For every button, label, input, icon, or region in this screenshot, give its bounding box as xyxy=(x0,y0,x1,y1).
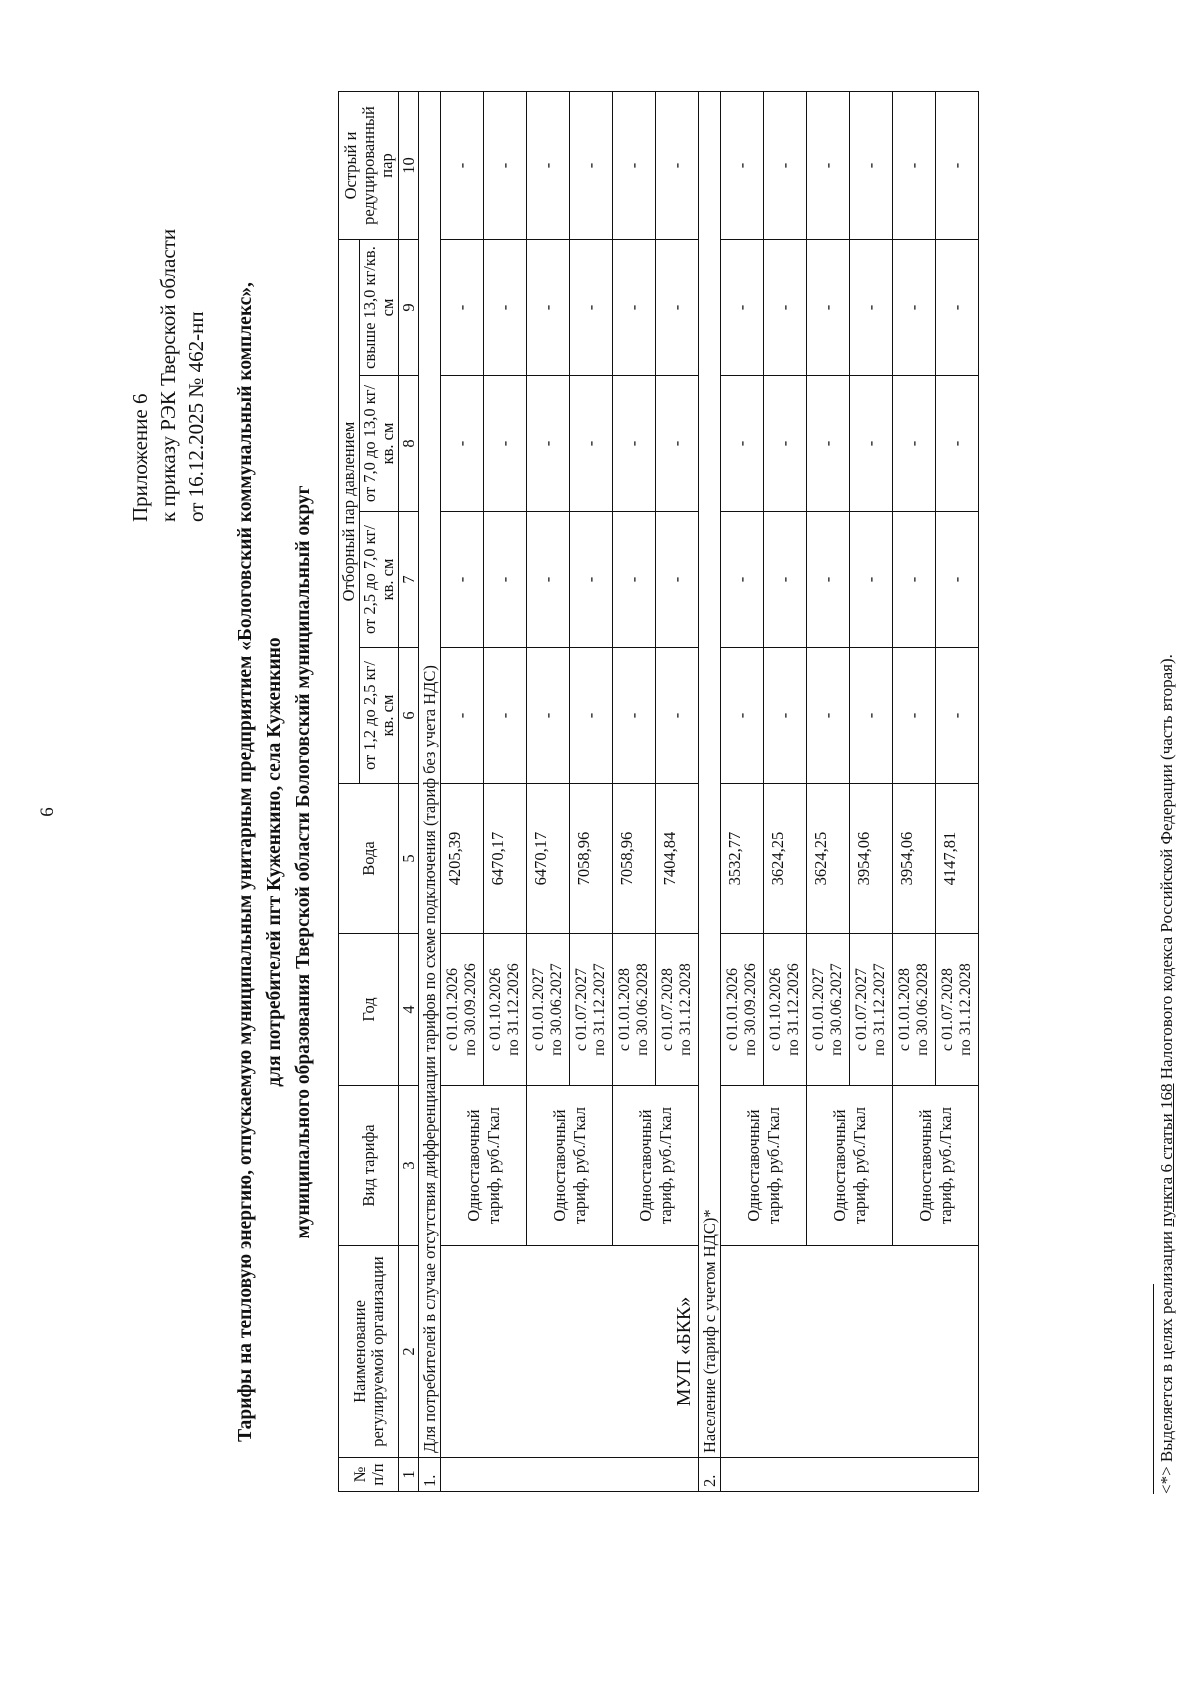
period-cell xyxy=(570,934,613,1086)
number-cell xyxy=(441,1458,699,1492)
appendix-line-1: Приложение 6 xyxy=(128,393,152,522)
empty-value: - xyxy=(893,239,936,375)
footnote-prefix: <*> Выделяется в целях реализации xyxy=(1157,1226,1176,1494)
empty-value: - xyxy=(936,91,979,239)
header-steam-group: Отборный пар давлением xyxy=(339,239,360,783)
empty-value: - xyxy=(570,376,613,512)
empty-value: - xyxy=(936,376,979,512)
document-title-line-1: Тарифы на тепловую энергию, отпускаемую муниципальным унитарным предприятием «Бологовский коммунальный комплекс», xyxy=(235,282,256,1442)
appendix-header xyxy=(126,82,210,522)
period-from: с 01.01.2027 xyxy=(810,967,827,1052)
empty-value: - xyxy=(441,376,484,512)
footnote xyxy=(1157,654,1177,1494)
empty-value: - xyxy=(721,91,764,239)
table-row xyxy=(721,91,764,1491)
period-cell xyxy=(527,934,570,1086)
empty-value: - xyxy=(936,512,979,648)
period-cell xyxy=(613,934,656,1086)
period-to: по 30.06.2028 xyxy=(914,963,931,1056)
section-title: Для потребителей в случае отсутствия дифференциации тарифов по схеме подключения (тариф без учета НДС) xyxy=(419,91,441,1457)
header-sharp-steam: Острый и редуцированный пар xyxy=(339,91,399,239)
empty-value: - xyxy=(893,648,936,784)
empty-value: - xyxy=(850,91,893,239)
tariff-type-cell: Одноставочный тариф, руб./Гкал xyxy=(807,1086,893,1246)
empty-value: - xyxy=(484,648,527,784)
header-steam-4: свыше 13,0 кг/кв. см xyxy=(360,239,399,375)
water-value: 4205,39 xyxy=(441,784,484,934)
empty-value: - xyxy=(613,512,656,648)
column-number: 6 xyxy=(399,648,419,784)
water-value: 7058,96 xyxy=(570,784,613,934)
tariff-type-cell: Одноставочный тариф, руб./Гкал xyxy=(721,1086,807,1246)
footnote-link[interactable]: пункта 6 статьи 168 xyxy=(1157,1083,1176,1227)
empty-value: - xyxy=(656,376,699,512)
empty-value: - xyxy=(764,512,807,648)
empty-value: - xyxy=(807,376,850,512)
empty-value: - xyxy=(527,648,570,784)
period-to: по 31.12.2026 xyxy=(785,963,802,1056)
empty-value: - xyxy=(656,91,699,239)
column-number: 9 xyxy=(399,239,419,375)
empty-value: - xyxy=(807,91,850,239)
empty-value: - xyxy=(441,512,484,648)
empty-value: - xyxy=(613,376,656,512)
tariff-type-cell: Одноставочный тариф, руб./Гкал xyxy=(441,1086,527,1246)
empty-value: - xyxy=(721,512,764,648)
organization-name: МУП «БКК» xyxy=(673,1296,695,1407)
empty-value: - xyxy=(721,376,764,512)
empty-value: - xyxy=(613,91,656,239)
empty-value: - xyxy=(893,512,936,648)
water-value: 3954,06 xyxy=(893,784,936,934)
appendix-line-2: к приказу РЭК Тверской области xyxy=(156,228,180,522)
column-number: 7 xyxy=(399,512,419,648)
page-number-text: 6 xyxy=(37,807,58,817)
header-water: Вода xyxy=(339,784,399,934)
header-tariff-type: Вид тарифа xyxy=(339,1086,399,1246)
period-to: по 30.09.2026 xyxy=(462,963,479,1056)
period-to: по 31.12.2026 xyxy=(505,963,522,1056)
organization-cell xyxy=(721,1246,979,1458)
section-number: 2. xyxy=(699,1458,721,1492)
period-to: по 31.12.2028 xyxy=(677,963,694,1056)
empty-value: - xyxy=(764,239,807,375)
empty-value: - xyxy=(936,239,979,375)
page-number xyxy=(0,807,58,817)
water-value: 3624,25 xyxy=(807,784,850,934)
empty-value: - xyxy=(764,648,807,784)
column-number: 5 xyxy=(399,784,419,934)
tariff-type-cell: Одноставочный тариф, руб./Гкал xyxy=(613,1086,699,1246)
empty-value: - xyxy=(441,91,484,239)
period-cell xyxy=(484,934,527,1086)
section-number: 1. xyxy=(419,1458,441,1492)
empty-value: - xyxy=(807,512,850,648)
header-steam-1: от 1,2 до 2,5 кг/кв. см xyxy=(360,648,399,784)
period-to: по 31.12.2027 xyxy=(871,963,888,1056)
period-from: с 01.10.2026 xyxy=(487,967,504,1052)
tariff-table xyxy=(338,91,979,1492)
column-number: 2 xyxy=(399,1246,419,1458)
empty-value: - xyxy=(656,512,699,648)
period-from: с 01.07.2028 xyxy=(939,967,956,1052)
period-from: с 01.10.2026 xyxy=(767,967,784,1052)
tariff-type-cell: Одноставочный тариф, руб./Гкал xyxy=(527,1086,613,1246)
empty-value: - xyxy=(484,376,527,512)
water-value: 7404,84 xyxy=(656,784,699,934)
empty-value: - xyxy=(613,239,656,375)
period-cell xyxy=(721,934,764,1086)
column-number: 1 xyxy=(399,1458,419,1492)
empty-value: - xyxy=(527,239,570,375)
column-number: 10 xyxy=(399,91,419,239)
empty-value: - xyxy=(850,512,893,648)
period-from: с 01.01.2028 xyxy=(616,967,633,1052)
period-from: с 01.07.2028 xyxy=(659,967,676,1052)
period-from: с 01.01.2026 xyxy=(724,967,741,1052)
document-title-line-2: для потребителей пгт Куженкино, села Куженкино xyxy=(264,637,285,1087)
water-value: 4147,81 xyxy=(936,784,979,934)
footnote-suffix: Налогового кодекса Российской Федерации (часть вторая). xyxy=(1157,654,1176,1084)
period-cell xyxy=(441,934,484,1086)
empty-value: - xyxy=(570,239,613,375)
empty-value: - xyxy=(441,648,484,784)
water-value: 3954,06 xyxy=(850,784,893,934)
table-body xyxy=(419,91,979,1491)
organization-cell xyxy=(441,1246,699,1458)
footnote-separator xyxy=(1153,1284,1154,1494)
water-value: 3532,77 xyxy=(721,784,764,934)
empty-value: - xyxy=(893,91,936,239)
appendix-line-3: от 16.12.2025 № 462-нп xyxy=(184,311,208,522)
period-from: с 01.01.2026 xyxy=(444,967,461,1052)
empty-value: - xyxy=(807,239,850,375)
section-row xyxy=(699,91,721,1491)
period-cell xyxy=(893,934,936,1086)
period-to: по 30.06.2027 xyxy=(828,963,845,1056)
empty-value: - xyxy=(764,376,807,512)
empty-value: - xyxy=(570,648,613,784)
empty-value: - xyxy=(570,91,613,239)
header-steam-2: от 2,5 до 7,0 кг/кв. см xyxy=(360,512,399,648)
period-to: по 30.06.2027 xyxy=(548,963,565,1056)
empty-value: - xyxy=(807,648,850,784)
header-org: Наименование регулируемой организации xyxy=(339,1246,399,1458)
header-steam-3: от 7,0 до 13,0 кг/кв. см xyxy=(360,376,399,512)
water-value: 3624,25 xyxy=(764,784,807,934)
empty-value: - xyxy=(527,376,570,512)
column-number: 3 xyxy=(399,1086,419,1246)
empty-value: - xyxy=(850,648,893,784)
empty-value: - xyxy=(656,648,699,784)
empty-value: - xyxy=(893,376,936,512)
header-num: № п/п xyxy=(339,1458,399,1492)
empty-value: - xyxy=(936,648,979,784)
period-cell xyxy=(807,934,850,1086)
column-number: 8 xyxy=(399,376,419,512)
period-cell xyxy=(936,934,979,1086)
period-cell xyxy=(850,934,893,1086)
empty-value: - xyxy=(613,648,656,784)
water-value: 6470,17 xyxy=(484,784,527,934)
empty-value: - xyxy=(484,91,527,239)
period-cell xyxy=(656,934,699,1086)
empty-value: - xyxy=(484,239,527,375)
header-row-1 xyxy=(339,91,360,1491)
period-from: с 01.01.2027 xyxy=(530,967,547,1052)
rotated-sheet xyxy=(20,72,1180,1672)
period-to: по 31.12.2027 xyxy=(591,963,608,1056)
empty-value: - xyxy=(527,512,570,648)
column-numbers-row xyxy=(399,91,419,1491)
period-from: с 01.07.2027 xyxy=(573,967,590,1052)
empty-value: - xyxy=(721,239,764,375)
tariff-type-cell: Одноставочный тариф, руб./Гкал xyxy=(893,1086,979,1246)
period-cell xyxy=(764,934,807,1086)
period-from: с 01.07.2027 xyxy=(853,967,870,1052)
period-to: по 30.09.2026 xyxy=(742,963,759,1056)
document-title-line-3: муниципального образования Тверской области Бологовский муниципальный округ xyxy=(293,485,314,1239)
water-value: 6470,17 xyxy=(527,784,570,934)
table-row xyxy=(441,91,484,1491)
empty-value: - xyxy=(527,91,570,239)
empty-value: - xyxy=(656,239,699,375)
period-from: с 01.01.2028 xyxy=(896,967,913,1052)
empty-value: - xyxy=(721,648,764,784)
column-number: 4 xyxy=(399,934,419,1086)
empty-value: - xyxy=(850,239,893,375)
empty-value: - xyxy=(570,512,613,648)
empty-value: - xyxy=(484,512,527,648)
water-value: 7058,96 xyxy=(613,784,656,934)
section-row xyxy=(419,91,441,1491)
period-to: по 31.12.2028 xyxy=(957,963,974,1056)
number-cell xyxy=(721,1458,979,1492)
empty-value: - xyxy=(850,376,893,512)
period-to: по 30.06.2028 xyxy=(634,963,651,1056)
empty-value: - xyxy=(764,91,807,239)
header-year: Год xyxy=(339,934,399,1086)
section-title: Население (тариф с учетом НДС)* xyxy=(699,91,721,1457)
empty-value: - xyxy=(441,239,484,375)
